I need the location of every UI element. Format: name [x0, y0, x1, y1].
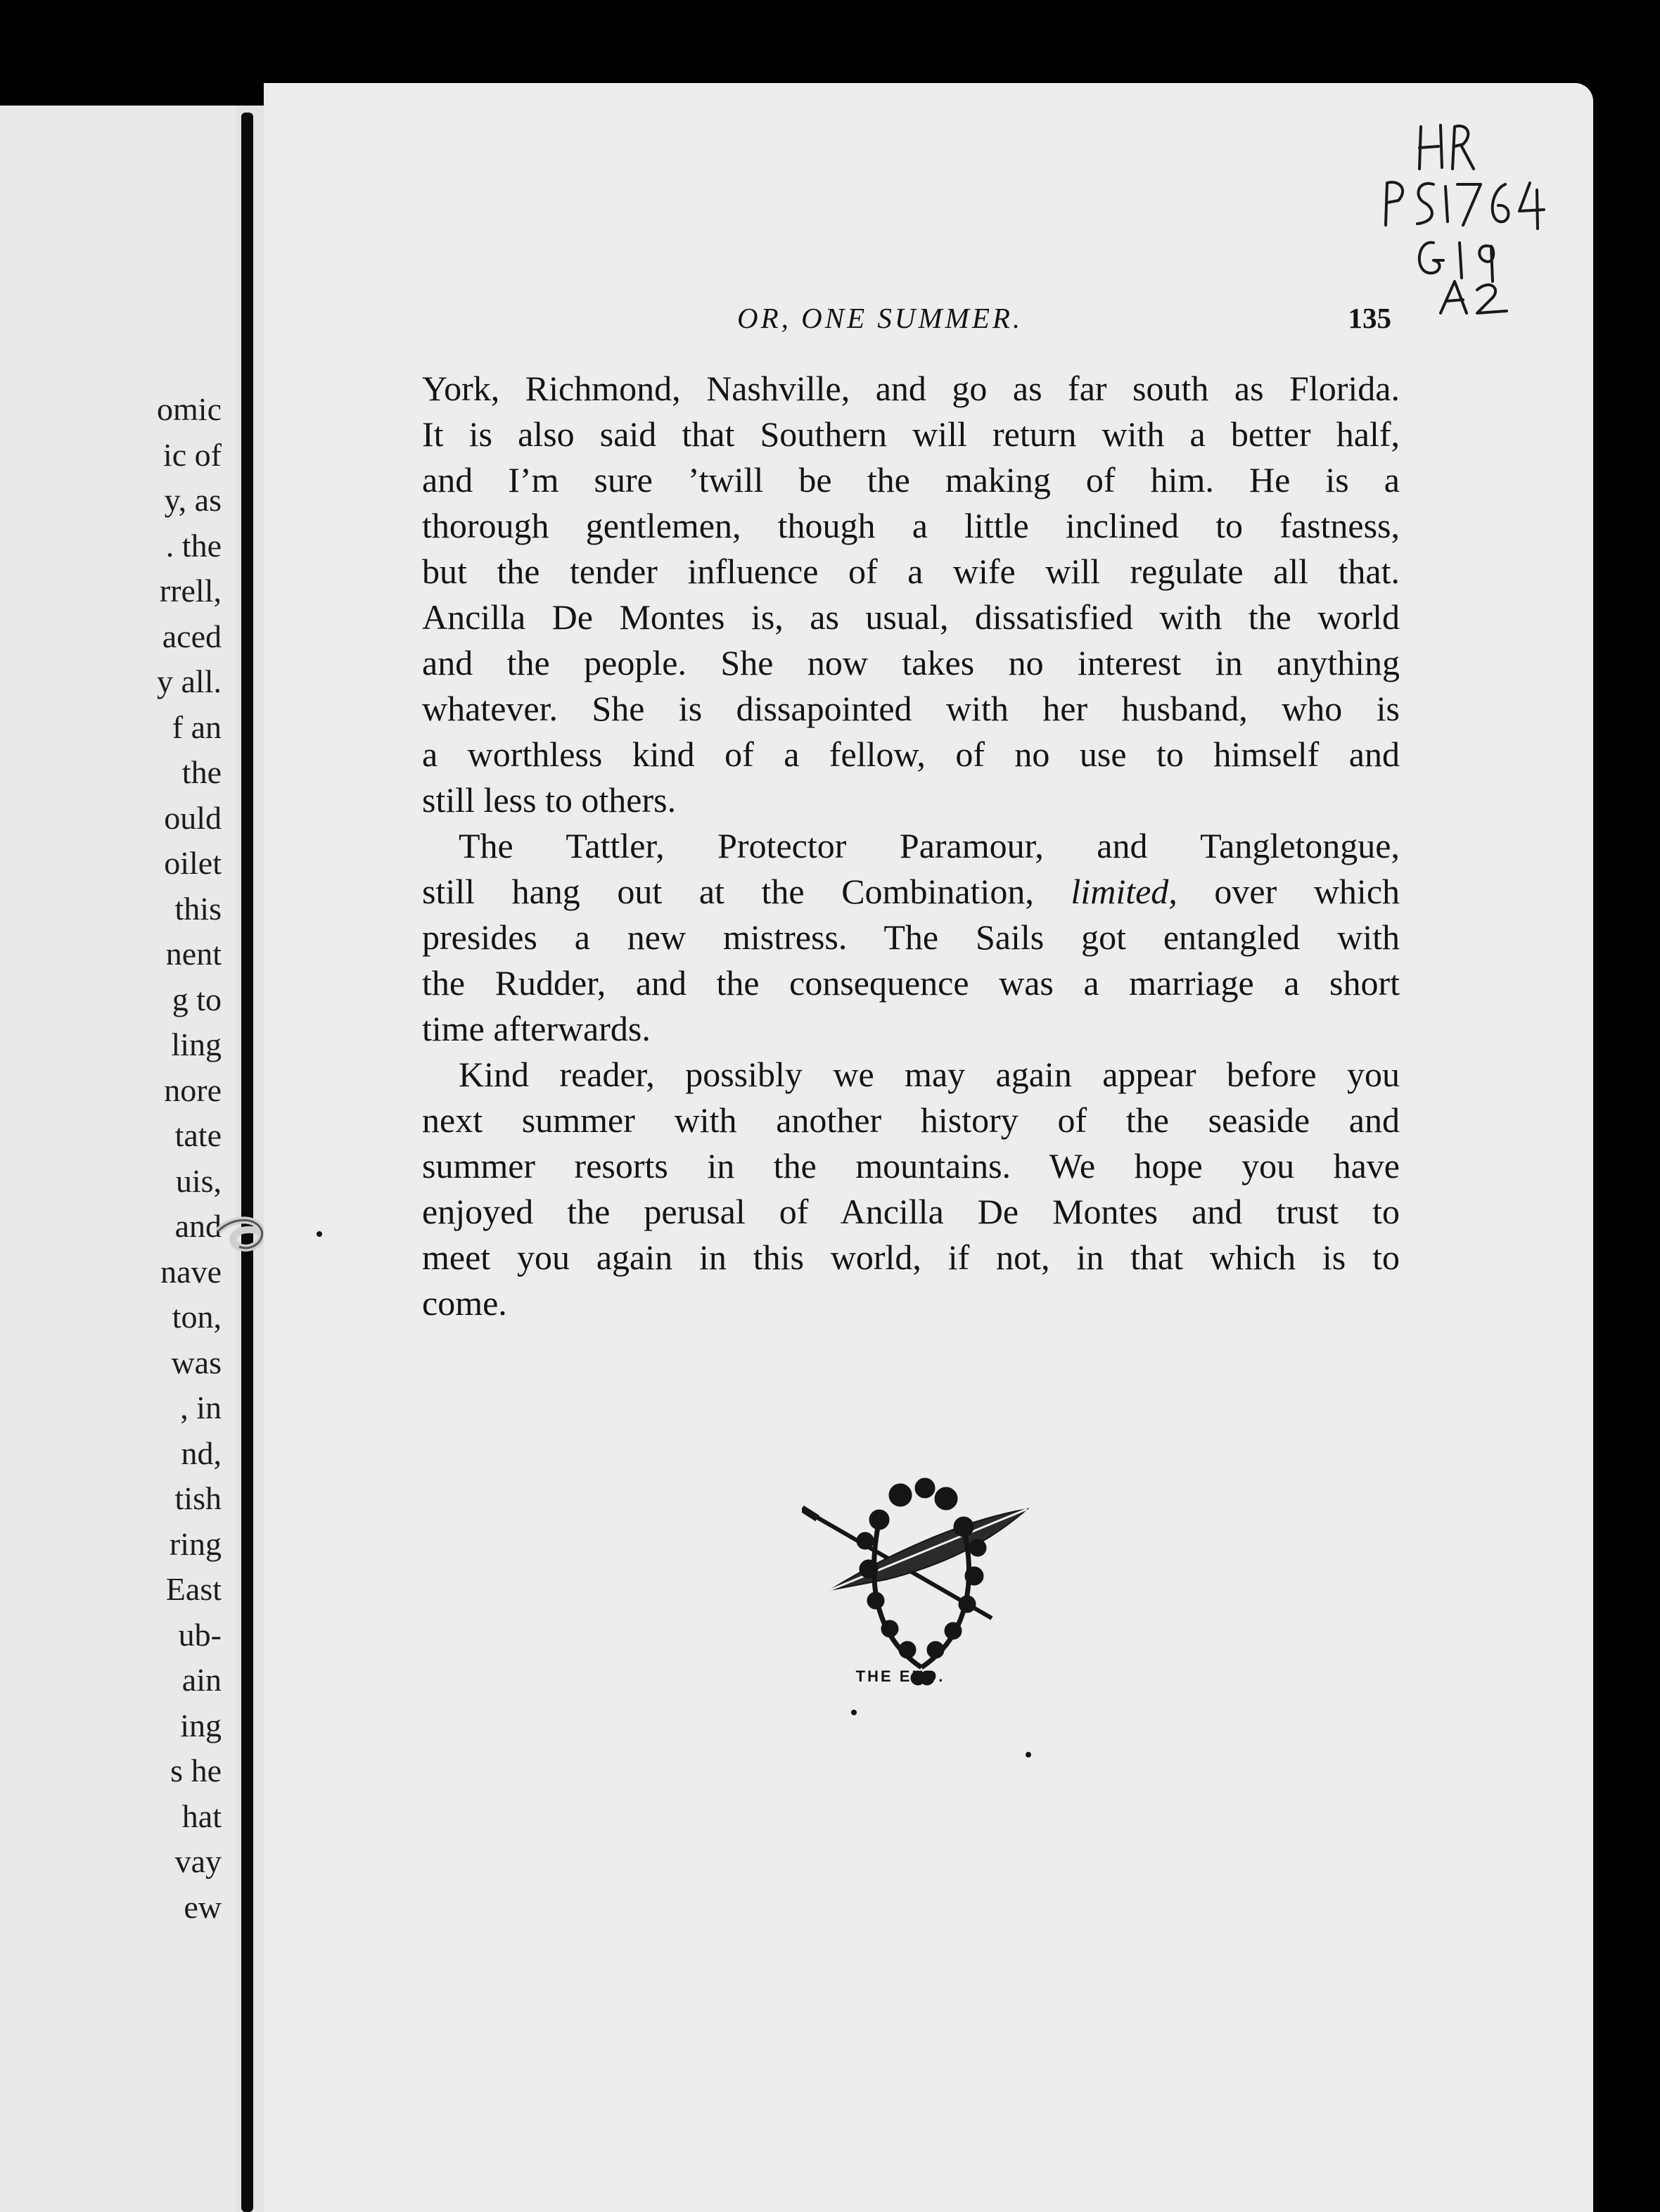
manuscript-call-number — [1379, 106, 1562, 317]
wreath-quill-ornament — [802, 1477, 1041, 1689]
facing-line: rrell, — [159, 573, 222, 609]
facing-line: y all. — [157, 663, 222, 699]
facing-line: ain — [181, 1662, 222, 1698]
body-text — [422, 366, 1400, 1326]
facing-line: nd, — [181, 1435, 222, 1471]
italic-word: limited, — [1071, 872, 1177, 911]
text-line — [422, 869, 1400, 915]
paragraph — [422, 366, 1400, 823]
facing-line: . the — [165, 527, 222, 564]
facing-line: ub- — [178, 1616, 222, 1653]
facing-line: s he — [170, 1753, 222, 1788]
ink-speck — [317, 1231, 322, 1237]
facing-line: oilet — [164, 845, 222, 881]
text-line: still less to others. — [422, 780, 677, 820]
facing-line: ould — [164, 799, 222, 836]
facing-line: y, as — [164, 482, 222, 518]
facing-line: was — [171, 1344, 222, 1380]
facing-line: ling — [171, 1026, 222, 1062]
facing-line: f an — [172, 708, 222, 745]
facing-line: vay — [174, 1843, 222, 1879]
facing-line: g to — [172, 981, 222, 1017]
facing-line: East — [165, 1571, 222, 1607]
facing-line: ing — [180, 1707, 222, 1743]
ink-speck — [851, 1710, 857, 1715]
facing-line: omic — [157, 391, 222, 427]
running-head: OR, ONE SUMMER. — [737, 302, 1023, 334]
text-line: come. — [422, 1283, 507, 1323]
text-line: summer resorts in the mountains. We hope you have — [422, 1146, 1400, 1186]
text-line: the Rudder, and the consequence was a marriage a short — [422, 963, 1400, 1003]
facing-line: this — [174, 890, 222, 927]
facing-page — [0, 106, 236, 2212]
text-line: next summer with another history of the seaside and — [422, 1100, 1400, 1140]
facing-line: tish — [174, 1480, 222, 1516]
text-line: meet you again in this world, if not, in that which is to — [422, 1238, 1400, 1277]
page-number: 135 — [1348, 302, 1391, 334]
text-line: but the tender influence of a wife will regulate all that. — [422, 552, 1400, 591]
text-line: Ancilla De Montes is, as usual, dissatisfied with the world — [422, 597, 1400, 637]
text-line: and the people. She now takes no interest in anything — [422, 643, 1400, 682]
facing-line: nent — [165, 936, 222, 972]
facing-line: nave — [160, 1253, 222, 1290]
facing-page-text — [0, 387, 222, 1930]
facing-line: the — [181, 754, 222, 790]
facing-line: hat — [181, 1798, 222, 1834]
facing-line: nore — [164, 1072, 222, 1108]
text-line: a worthless kind of a fellow, of no use to himself and — [422, 735, 1400, 774]
end-mark: THE END. — [855, 1667, 945, 1685]
text-line: presides a new mistress. The Sails got entangled with — [422, 917, 1400, 957]
facing-line: and — [174, 1208, 222, 1244]
paragraph — [422, 1052, 1400, 1326]
text-segment: still hang out at the Combination, — [422, 872, 1034, 911]
text-line: thorough gentlemen, though a little inclined to fastness, — [422, 506, 1400, 545]
facing-line: ew — [184, 1888, 222, 1925]
facing-line: uis, — [175, 1162, 222, 1199]
gutter-shadow — [241, 113, 253, 2212]
text-segment: over which — [1214, 872, 1400, 911]
facing-line: ring — [169, 1525, 222, 1562]
ink-speck — [1026, 1752, 1031, 1757]
text-line: It is also said that Southern will return with a better half, — [422, 414, 1400, 454]
text-line: The Tattler, Protector Paramour, and Tangletongue, — [459, 826, 1400, 865]
text-line: York, Richmond, Nashville, and go as far south as Florida. — [422, 369, 1400, 408]
facing-line: ton, — [172, 1299, 222, 1335]
paragraph — [422, 823, 1400, 1052]
text-line: whatever. She is dissapointed with her husband, who is — [422, 689, 1400, 728]
facing-line: aced — [162, 618, 222, 654]
facing-line: ic of — [162, 436, 222, 473]
facing-line: tate — [174, 1117, 222, 1153]
text-line: time afterwards. — [422, 1009, 651, 1048]
page-header — [737, 301, 1391, 341]
facing-line: , in — [180, 1390, 222, 1425]
text-line: and I’m sure ’twill be the making of him. He is a — [422, 460, 1400, 500]
text-line: enjoyed the perusal of Ancilla De Montes and trust to — [422, 1192, 1400, 1231]
text-line: Kind reader, possibly we may again appear before you — [459, 1055, 1400, 1094]
